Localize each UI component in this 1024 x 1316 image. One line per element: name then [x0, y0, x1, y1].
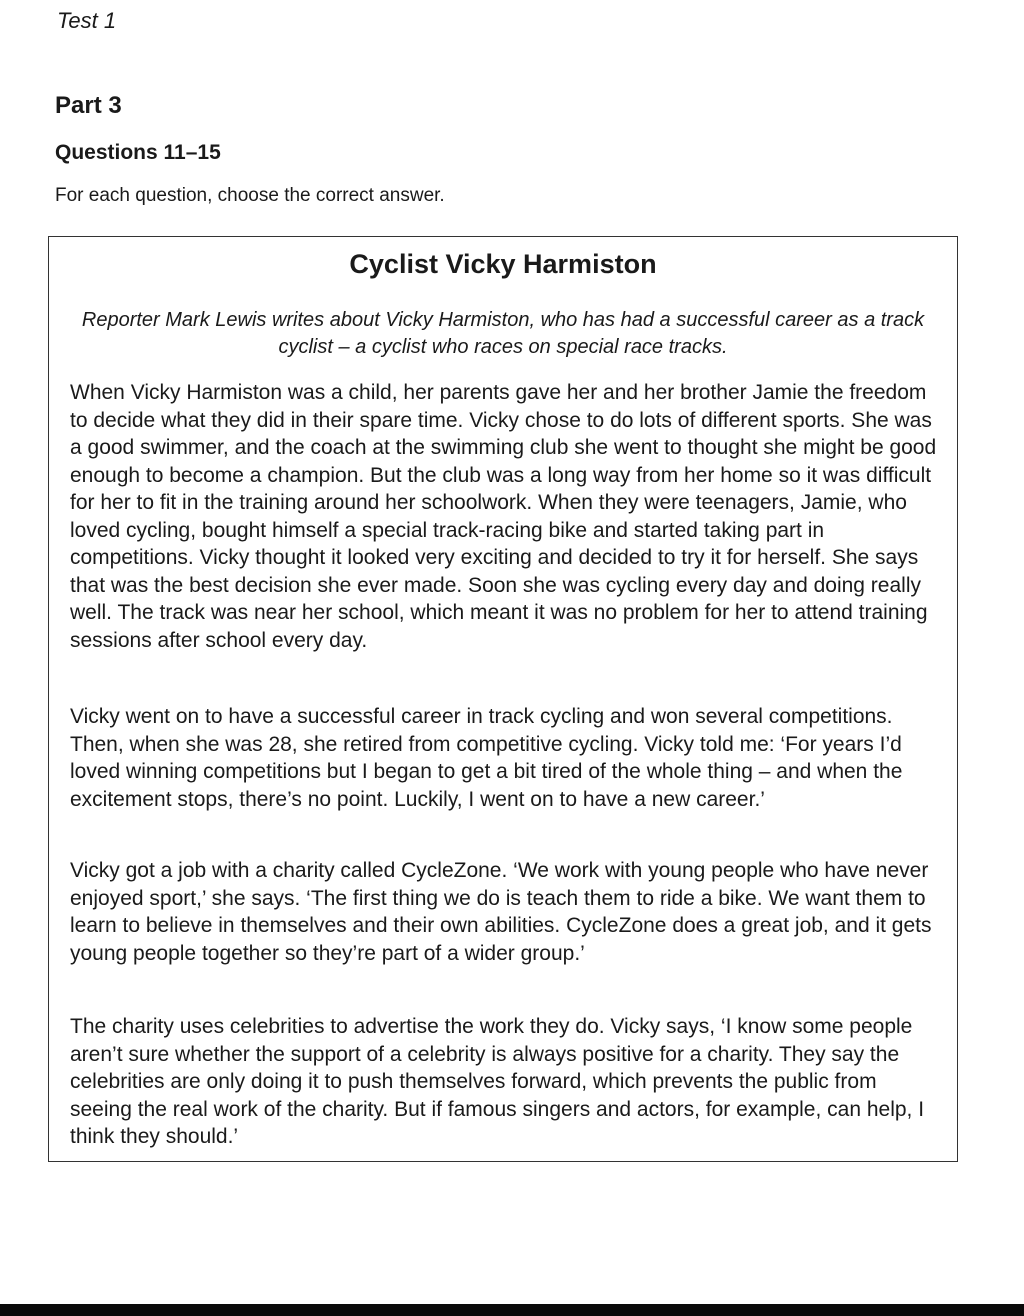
article-paragraph-2: Vicky went on to have a successful career in track cycling and won several competitions. Then, when she was 28, she retired from competitive cycling. Vicky told me: ‘For years I’d loved winning competitions but I began to get a bit tired of the whole thing – and when the excitement stops, there’s no point. Luckily, I went on to have a new career.’: [70, 705, 903, 811]
article-box: [48, 236, 958, 1162]
article-title: Cyclist Vicky Harmiston: [349, 249, 657, 279]
article-paragraph-3: Vicky got a job with a charity called CycleZone. ‘We work with young people who have never enjoyed sport,’ she says. ‘The first thing we do is teach them to ride a bike. We want them to learn to believe in themselves and their own abilities. CycleZone does a great job, and it gets young people together so they’re part of a wider group.’: [70, 859, 932, 965]
part-title: Part 3: [55, 92, 122, 119]
article-paragraph-4: The charity uses celebrities to advertise the work they do. Vicky says, ‘I know some people aren’t sure whether the support of a celebrity is always positive for a charity. They say the celebrities are only doing it to push themselves forward, which prevents the public from seeing the real work of the charity. But if famous singers and actors, for example, can help, I think they should.’: [70, 1015, 925, 1148]
article-intro: Reporter Mark Lewis writes about Vicky Harmiston, who has had a successful career as a track cyclist – a cyclist who races on special race tracks.: [81, 309, 925, 358]
test-label: Test 1: [57, 8, 117, 33]
scan-bottom-edge: [0, 1304, 1024, 1316]
instruction-text: For each question, choose the correct answer.: [55, 185, 445, 206]
article-paragraph-1: When Vicky Harmiston was a child, her parents gave her and her brother Jamie the freedom to decide what they did in their spare time. Vicky chose to do lots of different sports. She was a good swimmer, and the coach at the swimming club she went to thought she might be good enough to become a champion. But the club was a long way from her home so it was difficult for her to fit in the training around her schoolwork. When they were teenagers, Jamie, who loved cycling, bought himself a special track-racing bike and started taking part in competitions. Vicky thought it looked very exciting and decided to try it for herself. She says that was the best decision she ever made. Soon she was cycling every day and doing really well. The track was near her school, which meant it was no problem for her to attend training sessions after school every day.: [70, 381, 937, 652]
questions-range: Questions 11–15: [55, 141, 221, 164]
